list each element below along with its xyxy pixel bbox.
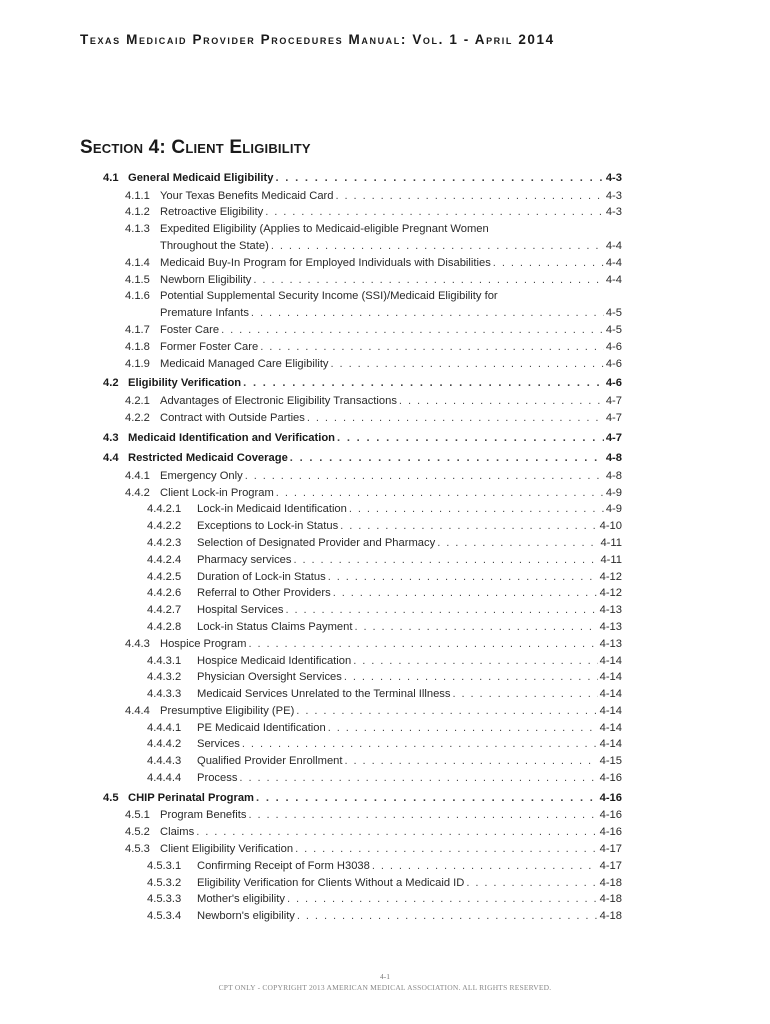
- toc-entry[interactable]: [0, 875, 770, 892]
- toc-entry-line: [197, 619, 622, 636]
- toc-entry-title: Client Eligibility Verification: [160, 843, 294, 856]
- toc-entry-page: 4-14: [599, 654, 622, 667]
- toc-entry-title: General Medicaid Eligibility: [128, 172, 274, 184]
- toc-entry-line: [197, 770, 622, 787]
- toc-entry-number: 4.4.2: [125, 486, 150, 499]
- toc-entry-number: 4.5.3.3: [147, 893, 182, 906]
- toc-entry-number: 4.3: [103, 431, 119, 444]
- dot-leader: [349, 501, 604, 518]
- dot-leader: [287, 891, 598, 908]
- toc-entry-title: Claims: [160, 826, 195, 839]
- toc-entry-line: [197, 686, 622, 703]
- toc-entry-number: 4.4.2.4: [147, 553, 182, 566]
- toc-entry-line: [160, 356, 622, 373]
- table-of-contents: [0, 170, 770, 925]
- toc-entry-title: Client Lock-in Program: [160, 486, 274, 499]
- toc-entry-page: 4-7: [605, 411, 622, 424]
- toc-entry-line: [197, 858, 622, 875]
- toc-entry-page: 4-17: [599, 843, 622, 856]
- toc-entry-line: [128, 375, 622, 393]
- toc-entry-line: [197, 669, 622, 686]
- toc-entry-number: 4.4.2.5: [147, 570, 182, 583]
- toc-entry-line: [160, 393, 622, 410]
- dot-leader: [248, 636, 597, 653]
- toc-entry-page: 4-18: [599, 910, 622, 923]
- toc-entry-line: [160, 703, 622, 720]
- toc-entry-number: 4.5.3.2: [147, 876, 182, 889]
- toc-entry-number: 4.4.4.3: [147, 755, 182, 768]
- toc-entry[interactable]: [0, 585, 770, 602]
- dot-leader: [265, 204, 604, 221]
- toc-entry[interactable]: [0, 619, 770, 636]
- toc-entry-line: [160, 305, 622, 322]
- toc-entry-line: [160, 322, 622, 339]
- toc-entry-title: Newborn Eligibility: [160, 273, 252, 286]
- toc-entry-number: 4.4.2.1: [147, 503, 182, 516]
- toc-entry-title: Emergency Only: [160, 469, 243, 482]
- toc-entry[interactable]: [0, 891, 770, 908]
- toc-entry[interactable]: [0, 653, 770, 670]
- toc-entry-line: [197, 875, 622, 892]
- toc-entry-page: 4-16: [599, 826, 622, 839]
- toc-entry-number: 4.4.3.3: [147, 688, 182, 701]
- toc-entry[interactable]: [0, 841, 770, 858]
- dot-leader: [251, 305, 604, 322]
- dot-leader: [399, 393, 604, 410]
- toc-entry-number: 4.2: [103, 377, 119, 390]
- dot-leader: [333, 585, 598, 602]
- toc-entry[interactable]: [0, 272, 770, 289]
- toc-entry-page: 4-11: [600, 536, 622, 549]
- running-header: Texas Medicaid Provider Procedures Manual: Vol. 1 - April 2014: [80, 32, 555, 47]
- toc-entry[interactable]: [0, 410, 770, 427]
- toc-entry-number: 4.1.4: [125, 256, 150, 269]
- toc-entry-number: 4.4.2.6: [147, 587, 182, 600]
- toc-entry-line: [197, 585, 622, 602]
- toc-entry[interactable]: [0, 221, 770, 238]
- toc-entry-line: [197, 602, 622, 619]
- toc-entry-number: 4.1.2: [125, 206, 150, 219]
- toc-entry-page: 4-6: [605, 340, 622, 353]
- toc-entry-number: 4.4.4.2: [147, 738, 182, 751]
- toc-entry[interactable]: [0, 339, 770, 356]
- toc-entry-page: 4-5: [605, 307, 622, 320]
- toc-entry-page: 4-4: [605, 239, 622, 252]
- toc-entry-title: Referral to Other Providers: [197, 587, 331, 600]
- toc-entry-title: Hospice Medicaid Identification: [197, 654, 352, 667]
- toc-entry-title: Restricted Medicaid Coverage: [128, 452, 288, 465]
- toc-entry-title: Potential Supplemental Security Income (SSI)/Medicaid Eligibility for: [160, 290, 498, 303]
- toc-entry-title: Duration of Lock-in Status: [197, 570, 326, 583]
- toc-entry-number: 4.4: [103, 452, 119, 465]
- toc-entry-number: 4.4.2.8: [147, 620, 182, 633]
- toc-entry-title: Former Foster Care: [160, 340, 259, 353]
- dot-leader: [354, 619, 597, 636]
- toc-entry-line: [197, 891, 622, 908]
- toc-entry-number: 4.4.2.2: [147, 520, 182, 533]
- dot-leader: [290, 450, 604, 468]
- toc-entry-number: 4.1.5: [125, 273, 150, 286]
- toc-entry-title: Your Texas Benefits Medicaid Card: [160, 189, 334, 202]
- dot-leader: [372, 858, 598, 875]
- section-title: Section 4: Client Eligibility: [80, 137, 311, 158]
- toc-entry-line: [160, 188, 622, 205]
- toc-entry[interactable]: [0, 375, 770, 393]
- dot-leader: [328, 720, 598, 737]
- toc-entry-title: Exceptions to Lock-in Status: [197, 520, 339, 533]
- toc-entry-page: 4-6: [605, 357, 622, 370]
- toc-entry-line: [197, 535, 622, 552]
- toc-entry-page: 4-9: [605, 503, 622, 516]
- toc-entry-page: 4-9: [605, 486, 622, 499]
- toc-entry[interactable]: [0, 569, 770, 586]
- toc-entry[interactable]: [0, 188, 770, 205]
- toc-entry-line: [197, 569, 622, 586]
- toc-entry-page: 4-10: [599, 520, 622, 533]
- toc-entry-title: Premature Infants: [160, 307, 249, 320]
- dot-leader: [353, 653, 597, 670]
- toc-entry-number: 4.1.6: [125, 290, 150, 303]
- dot-leader: [296, 703, 597, 720]
- toc-entry-title: Newborn's eligibility: [197, 910, 295, 923]
- toc-entry-number: 4.1.7: [125, 323, 150, 336]
- toc-entry[interactable]: [0, 430, 770, 448]
- dot-leader: [453, 686, 598, 703]
- toc-entry-line: [160, 468, 622, 485]
- toc-entry-title: CHIP Perinatal Program: [128, 791, 255, 804]
- toc-entry-title: Process: [197, 772, 238, 785]
- toc-entry-number: 4.2.2: [125, 411, 150, 424]
- toc-entry-number: 4.4.2.7: [147, 604, 182, 617]
- toc-entry-title: Presumptive Eligibility (PE): [160, 704, 295, 717]
- toc-entry-number: 4.4.4.4: [147, 772, 182, 785]
- toc-entry-title: Confirming Receipt of Form H3038: [197, 859, 370, 872]
- toc-entry-number: 4.5: [103, 791, 119, 804]
- toc-entry-page: 4-11: [600, 553, 622, 566]
- toc-entry-line: [160, 841, 622, 858]
- toc-entry-title: Services: [197, 738, 240, 751]
- toc-entry-page: 4-4: [605, 256, 622, 269]
- dot-leader: [248, 807, 597, 824]
- footer-page-number: 4-1: [380, 972, 390, 981]
- toc-entry-number: 4.5.3.1: [147, 859, 182, 872]
- toc-entry[interactable]: [0, 770, 770, 787]
- toc-entry[interactable]: [0, 753, 770, 770]
- toc-entry-title: Mother's eligibility: [197, 893, 285, 906]
- toc-entry-page: 4-6: [605, 377, 622, 390]
- toc-entry-line: [197, 753, 622, 770]
- toc-entry[interactable]: [0, 790, 770, 808]
- dot-leader: [345, 753, 598, 770]
- toc-entry-page: 4-13: [599, 620, 622, 633]
- toc-entry-page: 4-7: [605, 431, 622, 444]
- toc-entry-title: Medicaid Services Unrelated to the Terminal Illness: [197, 688, 451, 701]
- toc-entry-line: [160, 339, 622, 356]
- toc-entry-title: Qualified Provider Enrollment: [197, 755, 343, 768]
- toc-entry-page: 4-13: [599, 637, 622, 650]
- toc-entry-number: 4.4.3.2: [147, 671, 182, 684]
- toc-entry-number: 4.4.3: [125, 637, 150, 650]
- toc-entry-page: 4-16: [599, 809, 622, 822]
- toc-entry-line: [197, 501, 622, 518]
- toc-entry-page: 4-7: [605, 394, 622, 407]
- dot-leader: [466, 875, 597, 892]
- toc-entry-page: 4-3: [605, 206, 622, 219]
- toc-entry-page: 4-8: [605, 452, 622, 465]
- toc-entry-title: Throughout the State): [160, 239, 269, 252]
- dot-leader: [336, 188, 604, 205]
- toc-entry-page: 4-16: [599, 791, 622, 804]
- toc-entry-line: [197, 720, 622, 737]
- toc-entry-title: Expedited Eligibility (Applies to Medicaid-eligible Pregnant Women: [160, 223, 489, 236]
- toc-entry-page: 4-3: [605, 189, 622, 202]
- toc-entry[interactable]: [0, 356, 770, 373]
- dot-leader: [276, 485, 604, 502]
- toc-entry[interactable]: [0, 305, 770, 322]
- toc-entry-page: 4-3: [605, 172, 622, 184]
- toc-entry[interactable]: [0, 450, 770, 468]
- toc-entry-line: [160, 410, 622, 427]
- toc-entry[interactable]: [0, 535, 770, 552]
- toc-entry-page: 4-14: [599, 671, 622, 684]
- toc-entry[interactable]: [0, 636, 770, 653]
- toc-entry-title: Retroactive Eligibility: [160, 206, 264, 219]
- toc-entry-page: 4-4: [605, 273, 622, 286]
- toc-entry[interactable]: [0, 908, 770, 925]
- toc-entry-page: 4-15: [599, 755, 622, 768]
- toc-entry-page: 4-13: [599, 604, 622, 617]
- toc-entry-number: 4.4.2.3: [147, 536, 182, 549]
- toc-entry[interactable]: [0, 255, 770, 272]
- toc-entry-page: 4-8: [605, 469, 622, 482]
- toc-entry[interactable]: [0, 602, 770, 619]
- toc-entry-line: [128, 170, 622, 188]
- toc-entry-title: Medicaid Buy-In Program for Employed Individuals with Disabilities: [160, 256, 491, 269]
- toc-entry-line: [160, 824, 622, 841]
- toc-entry-line: [160, 221, 622, 238]
- toc-entry[interactable]: [0, 322, 770, 339]
- toc-entry-title: Medicaid Identification and Verification: [128, 431, 336, 444]
- toc-entry-number: 4.4.4.1: [147, 721, 182, 734]
- footer-copyright: CPT ONLY - COPYRIGHT 2013 AMERICAN MEDICAL ASSOCIATION. ALL RIGHTS RESERVED.: [218, 983, 552, 992]
- toc-entry[interactable]: [0, 288, 770, 305]
- toc-entry-title: Selection of Designated Provider and Pharmacy: [197, 536, 436, 549]
- toc-entry-number: 4.1.3: [125, 223, 150, 236]
- toc-entry-number: 4.5.1: [125, 809, 150, 822]
- toc-entry-title: Pharmacy services: [197, 553, 292, 566]
- toc-entry-line: [128, 450, 622, 468]
- dot-leader: [307, 410, 604, 427]
- dot-leader: [260, 339, 604, 356]
- toc-entry[interactable]: [0, 501, 770, 518]
- toc-entry-title: Hospital Services: [197, 604, 284, 617]
- dot-leader: [242, 736, 598, 753]
- toc-entry-title: Physician Oversight Services: [197, 671, 342, 684]
- toc-entry-page: 4-17: [599, 859, 622, 872]
- toc-entry-line: [197, 552, 622, 569]
- toc-entry-page: 4-14: [599, 688, 622, 701]
- toc-entry[interactable]: [0, 238, 770, 255]
- toc-entry-line: [128, 790, 622, 808]
- dot-leader: [493, 255, 604, 272]
- toc-entry-number: 4.2.1: [125, 394, 150, 407]
- toc-entry-title: Lock-in Status Claims Payment: [197, 620, 353, 633]
- toc-entry-page: 4-12: [599, 587, 622, 600]
- toc-entry-line: [160, 255, 622, 272]
- toc-entry-line: [160, 485, 622, 502]
- toc-entry-page: 4-18: [599, 876, 622, 889]
- dot-leader: [253, 272, 603, 289]
- dot-leader: [344, 669, 598, 686]
- toc-entry-line: [197, 908, 622, 925]
- toc-entry[interactable]: [0, 204, 770, 221]
- toc-entry-line: [160, 238, 622, 255]
- toc-entry[interactable]: [0, 170, 770, 188]
- toc-entry-title: Lock-in Medicaid Identification: [197, 503, 347, 516]
- dot-leader: [275, 170, 603, 188]
- toc-entry-title: PE Medicaid Identification: [197, 721, 326, 734]
- dot-leader: [328, 569, 598, 586]
- toc-entry-title: Foster Care: [160, 323, 220, 336]
- dot-leader: [196, 824, 597, 841]
- dot-leader: [245, 468, 604, 485]
- toc-entry-page: 4-14: [599, 704, 622, 717]
- toc-entry-page: 4-16: [599, 772, 622, 785]
- toc-entry[interactable]: [0, 686, 770, 703]
- toc-entry-number: 4.1.9: [125, 357, 150, 370]
- toc-entry[interactable]: [0, 485, 770, 502]
- toc-entry[interactable]: [0, 736, 770, 753]
- toc-entry-number: 4.5.2: [125, 826, 150, 839]
- dot-leader: [340, 518, 597, 535]
- dot-leader: [294, 552, 599, 569]
- dot-leader: [256, 790, 598, 808]
- toc-entry-page: 4-14: [599, 721, 622, 734]
- toc-entry-page: 4-12: [599, 570, 622, 583]
- toc-entry-number: 4.1.8: [125, 340, 150, 353]
- toc-entry-title: Eligibility Verification for Clients Without a Medicaid ID: [197, 876, 465, 889]
- toc-entry-line: [197, 518, 622, 535]
- toc-entry-page: 4-5: [605, 323, 622, 336]
- dot-leader: [437, 535, 598, 552]
- toc-entry-line: [197, 653, 622, 670]
- dot-leader: [297, 908, 598, 925]
- toc-entry-title: Advantages of Electronic Eligibility Transactions: [160, 394, 397, 407]
- toc-entry-title: Eligibility Verification: [128, 377, 242, 390]
- toc-entry[interactable]: [0, 669, 770, 686]
- toc-entry-line: [160, 288, 622, 305]
- toc-entry-line: [160, 272, 622, 289]
- toc-entry-line: [160, 636, 622, 653]
- toc-entry-number: 4.4.1: [125, 469, 150, 482]
- toc-entry-title: Hospice Program: [160, 637, 247, 650]
- dot-leader: [337, 430, 604, 448]
- toc-entry-title: Medicaid Managed Care Eligibility: [160, 357, 329, 370]
- toc-entry-line: [197, 736, 622, 753]
- toc-entry-line: [128, 430, 622, 448]
- dot-leader: [221, 322, 604, 339]
- toc-entry-number: 4.5.3.4: [147, 910, 182, 923]
- dot-leader: [271, 238, 604, 255]
- toc-entry[interactable]: [0, 824, 770, 841]
- toc-entry[interactable]: [0, 518, 770, 535]
- toc-entry-title: Contract with Outside Parties: [160, 411, 305, 424]
- toc-entry[interactable]: [0, 807, 770, 824]
- dot-leader: [295, 841, 598, 858]
- toc-entry-number: 4.5.3: [125, 843, 150, 856]
- toc-entry-page: 4-18: [599, 893, 622, 906]
- toc-entry-number: 4.1: [103, 172, 119, 184]
- dot-leader: [331, 356, 604, 373]
- toc-entry[interactable]: [0, 468, 770, 485]
- toc-entry-line: [160, 204, 622, 221]
- dot-leader: [239, 770, 597, 787]
- toc-entry-number: 4.4.4: [125, 704, 150, 717]
- toc-entry[interactable]: [0, 393, 770, 410]
- toc-entry-line: [160, 807, 622, 824]
- toc-entry[interactable]: [0, 552, 770, 569]
- toc-entry[interactable]: [0, 858, 770, 875]
- toc-entry-title: Program Benefits: [160, 809, 247, 822]
- toc-entry-page: 4-14: [599, 738, 622, 751]
- toc-entry-number: 4.1.1: [125, 189, 150, 202]
- dot-leader: [243, 375, 604, 393]
- dot-leader: [285, 602, 597, 619]
- toc-entry[interactable]: [0, 720, 770, 737]
- toc-entry[interactable]: [0, 703, 770, 720]
- toc-entry-number: 4.4.3.1: [147, 654, 182, 667]
